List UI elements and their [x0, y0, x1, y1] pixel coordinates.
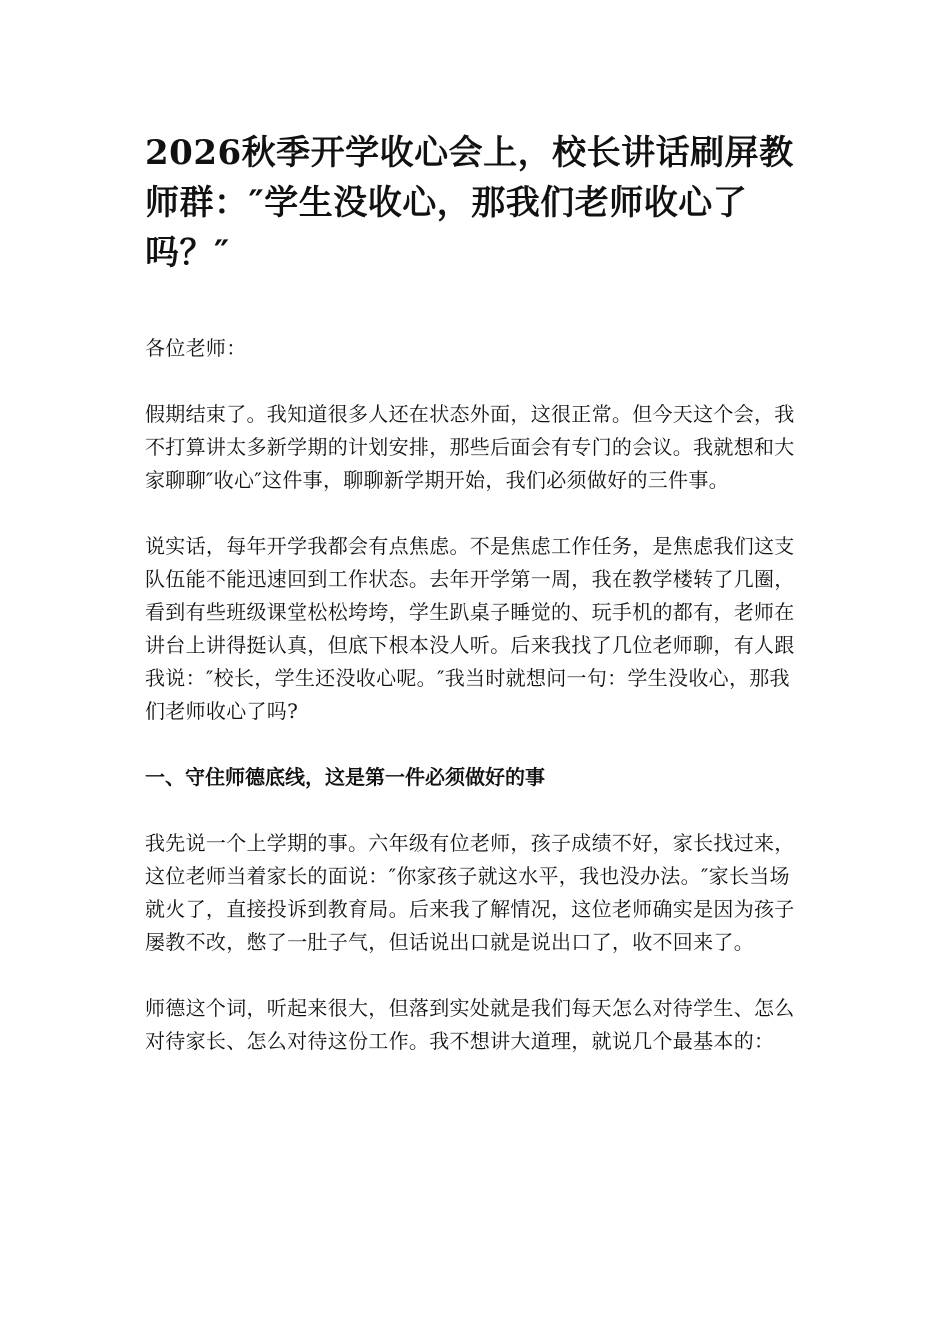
- greeting: 各位老师：: [145, 336, 247, 360]
- section1-paragraph-1: 我先说一个上学期的事。六年级有位老师，孩子成绩不好，家长找过来，这位老师当着家长的面说：″你家孩子就这水平，我也没办法。″家长当场就火了，直接投诉到教育局。后来我了解情况，这位老师确实是因为孩子屡教不改，憋了一肚子气，但话说出口就是说出口了，收不回来了。: [145, 831, 795, 954]
- document-page: [145, 128, 810, 1091]
- section-heading-1: 一、守住师德底线，这是第一件必须做好的事: [145, 765, 545, 789]
- paragraph-1: 假期结束了。我知道很多人还在状态外面，这很正常。但今天这个会，我不打算讲太多新学期的计划安排，那些后面会有专门的会议。我就想和大家聊聊″收心″这件事，聊聊新学期开始，我们必须做好的三件事。: [145, 402, 795, 492]
- section1-paragraph-2: 师德这个词，听起来很大，但落到实处就是我们每天怎么对待学生、怎么对待家长、怎么对待这份工作。我不想讲大道理，就说几个最基本的：: [145, 996, 795, 1053]
- document-title: 2026秋季开学收心会上，校长讲话刷屏教师群：″学生没收心，那我们老师收心了吗？″: [145, 133, 794, 273]
- paragraph-2: 说实话，每年开学我都会有点焦虑。不是焦虑工作任务，是焦虑我们这支队伍能不能迅速回到工作状态。去年开学第一周，我在教学楼转了几圈，看到有些班级课堂松松垮垮，学生趴桌子睡觉的、玩手机的都有，老师在讲台上讲得挺认真，但底下根本没人听。后来我找了几位老师聊，有人跟我说：″校长，学生还没收心呢。″我当时就想问一句：学生没收心，那我们老师收心了吗?: [145, 534, 795, 723]
